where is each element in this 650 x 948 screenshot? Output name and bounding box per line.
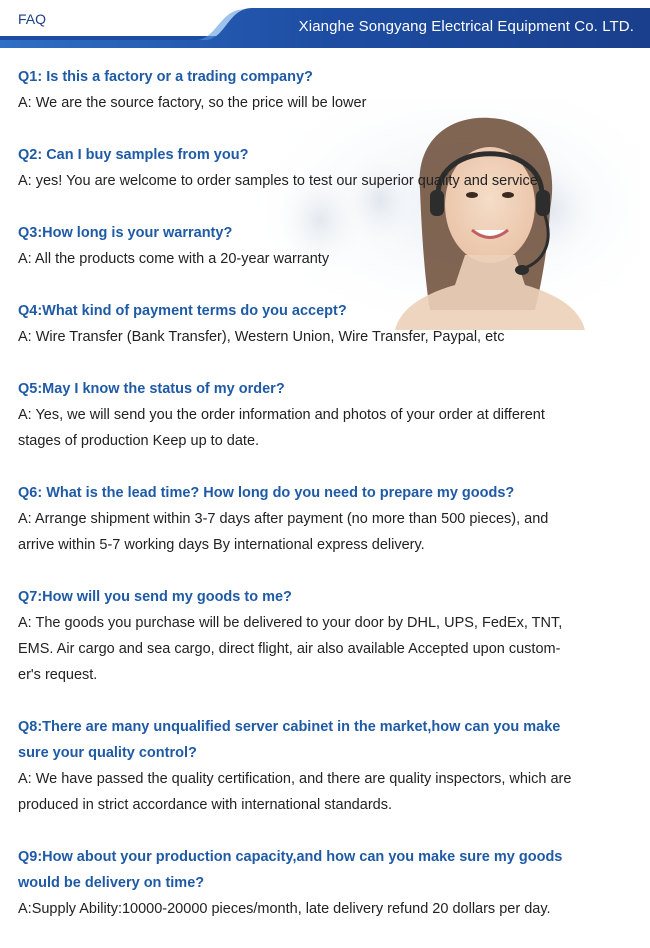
faq-tab-label: FAQ [18, 11, 47, 27]
faq-item [18, 376, 638, 454]
faq-spacer [18, 116, 638, 142]
faq-answer: A: All the products come with a 20-year warranty [18, 251, 330, 267]
faq-answer: A: We have passed the quality certification, and there are quality inspectors, which are [18, 771, 572, 787]
faq-question: Q2: Can I buy samples from you? [18, 147, 249, 163]
faq-question: Q1: Is this a factory or a trading company? [18, 69, 313, 85]
faq-answer: A: Arrange shipment within 3-7 days after payment (no more than 500 pieces), and [18, 511, 549, 527]
faq-item [18, 584, 638, 688]
faq-question: Q9:How about your production capacity,and how can you make sure my goods [18, 849, 563, 865]
faq-question: Q8:There are many unqualified server cabinet in the market,how can you make [18, 719, 561, 735]
faq-answer: produced in strict accordance with international standards. [18, 797, 392, 813]
faq-question: sure your quality control? [18, 745, 197, 761]
faq-item [18, 844, 638, 922]
faq-answer: A: yes! You are welcome to order samples to test our superior quality and service [18, 173, 538, 189]
faq-answer: A: Yes, we will send you the order information and photos of your order at different [18, 407, 545, 423]
faq-item [18, 298, 638, 350]
faq-item [18, 480, 638, 558]
faq-answer: A: The goods you purchase will be delivered to your door by DHL, UPS, FedEx, TNT, [18, 615, 563, 631]
page-header [0, 0, 650, 48]
faq-question: Q3:How long is your warranty? [18, 225, 233, 241]
faq-question: Q5:May I know the status of my order? [18, 381, 285, 397]
company-name: Xianghe Songyang Electrical Equipment Co. LTD. [298, 18, 634, 35]
faq-spacer [18, 454, 638, 480]
faq-question: Q4:What kind of payment terms do you accept? [18, 303, 347, 319]
faq-item [18, 220, 638, 272]
faq-item [18, 142, 638, 194]
faq-list [18, 64, 638, 922]
faq-question: would be delivery on time? [18, 875, 205, 891]
faq-spacer [18, 272, 638, 298]
faq-spacer [18, 818, 638, 844]
faq-question: Q7:How will you send my goods to me? [18, 589, 292, 605]
faq-answer: A:Supply Ability:10000-20000 pieces/month, late delivery refund 20 dollars per day. [18, 901, 551, 917]
faq-answer: arrive within 5-7 working days By international express delivery. [18, 537, 425, 553]
faq-answer: er's request. [18, 667, 98, 683]
faq-answer: stages of production Keep up to date. [18, 433, 260, 449]
faq-spacer [18, 558, 638, 584]
faq-item [18, 64, 638, 116]
faq-question: Q6: What is the lead time? How long do you need to prepare my goods? [18, 485, 515, 501]
faq-item [18, 714, 638, 818]
faq-answer: A: Wire Transfer (Bank Transfer), Western Union, Wire Transfer, Paypal, etc [18, 329, 505, 345]
faq-spacer [18, 688, 638, 714]
faq-answer: EMS. Air cargo and sea cargo, direct flight, air also available Accepted upon custom- [18, 641, 561, 657]
faq-answer: A: We are the source factory, so the price will be lower [18, 95, 367, 111]
faq-spacer [18, 350, 638, 376]
faq-spacer [18, 194, 638, 220]
